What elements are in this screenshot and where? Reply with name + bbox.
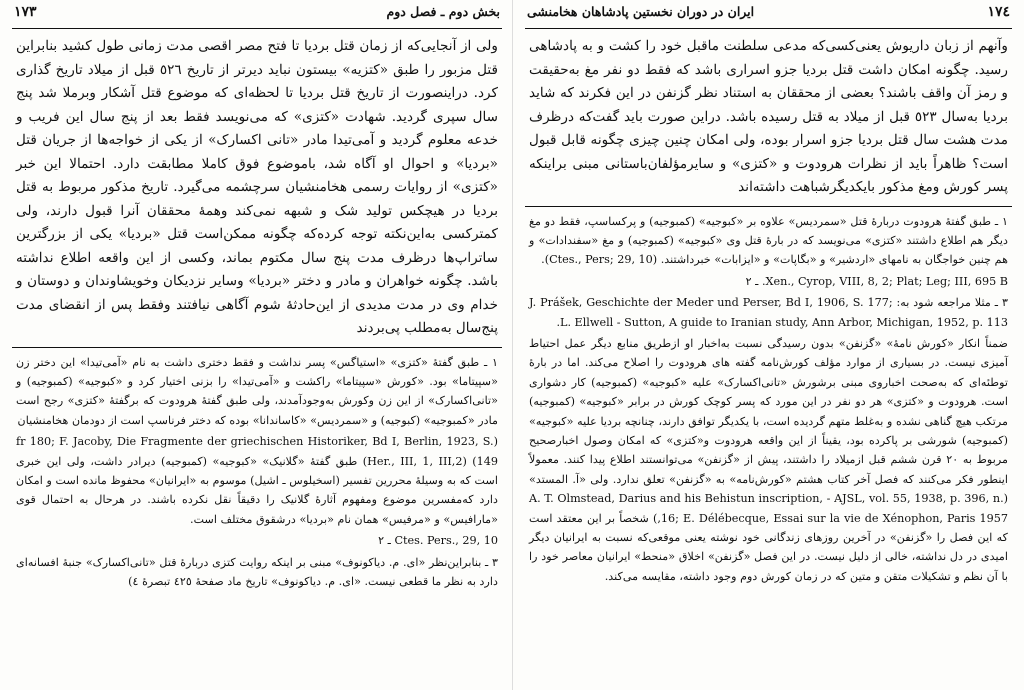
right-footnotes bbox=[525, 212, 1012, 587]
left-footnote-1: ١ ـ طبق گفتهٔ «کتزی» «استیاگس» پسر نداشت و فقط دختری داشت به نام «آمی‌تیدا» این دختر زن «سپیتاما» بود. «کورش «سپیتاما» راکشت و «آمی‌تیدا» را بزنی اختیار کرد و «کبوجیه» (کمبوجیه) و «تانی‌اکسارک» از این زن وکورش به‌وجودآمدند، ولی طبق گفتهٔ هرودوت که برگفتهٔ «کتزی» رجح است مادر «کمبوجیه» (کبوجیه) و «سمردیس» «کاساندانا» بوده که دختر فرناسپ است از دودمان هخامنشیان bbox=[16, 355, 498, 427]
left-footnote-divider bbox=[12, 347, 502, 348]
left-footnotes bbox=[12, 353, 502, 592]
right-footnote-1: ١ ـ طبق گفتهٔ هرودوت دربارهٔ قتل «سمردیس» علاوه بر «کبوجیه» (کمبوجیه) و پرکساسپ، فقط دو مغ دیگر هم اطلاع داشتند «کتزی» می‌نویسد که در بارهٔ قتل وی «کبوجیه» (کمبوجیه) و مغ «سفندادات» و هم چنین خواجگان به نامهای «اردشیر» و «بگاپات» و «ایزابات» خبرداشتند. (Ctes., Pers; 29, 10). bbox=[529, 214, 1008, 267]
right-page-header bbox=[525, 4, 1012, 29]
left-main-text: ولی از آنجایی‌که از زمان قتل بردیا تا فتح مصر اقصی مدت زمانی طول کشید بنابراین قتل مزبور را طبق «کتزیه» بیستون نباید دیرتر از تاریخ ٥٢٦ قبل از میلاد تاریخ گذاری کرد. دراینصورت از تاریخ قتل بردیا تا لحظه‌ای که موضوع قتل آشکار وبرملا شد پنج سال سپری گردید. شهادت «کتزی» که می‌نویسد فقط بعد از پنج سال این فریب و خدعه معلوم گردید و آمی‌تیدا مادر «تانی اکسارک» از یکی از خواجه‌ها از جریان قتل «بردیا» و احوال او آگاه شد، باموضوع فوق کاملا مطابقت دارد. احتمالا این خبر «کتزی» از روایات رسمی هخامنشیان سرچشمه می‌گیرد. تاریخ مذکور مربوط به قتل بردیا در هیچکس تولید شک و شبهه نمی‌کند وهمهٔ محققان آنرا قبول دارند، ولی کمترکسی به‌این‌نکته توجه کرده‌که چگونه ممکن‌است قتل «بردیا» یکی از بزرگترین ساتراپ‌ها درظرف مدت پنج سال مکتوم بماند، وکسی از این واقعه اطلاع نداشته باشد. چگونه خواهران و مادر و دختر «بردیا» وسایر نزدیکان وخویشاوندان و دوستان و خدام وی در مدت مدیدی از این‌حادثهٔ شوم آگاهی نیافتند وفقط پس از انقضای مدت پنج‌سال به‌مطلب پی‌بردند bbox=[16, 38, 498, 336]
right-page-running-title: ایران در دوران نخستین پادشاهان هخامنشی bbox=[527, 4, 755, 19]
right-main-text: وآنهم از زبان داریوش یعنی‌کسی‌که مدعی سلطنت ماقبل خود را کشت و به پادشاهی رسید. چگونه امکان داشت قتل بردیا جزو اسراری باشد که فقط دو نفر مغ به‌حقیقت و رمز آن واقف باشند؟ بعضی از محققان به استناد نظر گزنفن در این فکرند که شاید بردیا به‌سال ٥٢٣ قبل از میلاد به قتل رسیده باشد. دراین صورت باید گفت‌که درظرف مدت هشت سال قتل بردیا جزو اسرار بوده، ولی امکان چنین چیزی چگونه قابل قبول است؟ ظاهراً باید از نظرات هرودوت و «کتزی» و سایرمؤلفان‌باستانی مبنی براینکه پسر کورش ومغ مذکور بایکدیگرشباهت داشته‌اند bbox=[529, 38, 1008, 195]
left-page-running-title: بخش دوم ـ فصل دوم bbox=[386, 4, 500, 19]
left-page-number: ١٧٣ bbox=[14, 4, 37, 20]
right-footnote-3-cont: ضمناً انکار «کورش نامهٔ» «گزنفن» بدون رسیدگی نسبت به‌اخبار او ازطریق منابع دیگر عمل احتیاط آمیزی نیست. در بسیاری از موارد مؤلف کورش‌نامه گفته های هرودوت را اصلاح می‌کند. اما در بارهٔ توطئه‌ای که به‌صحت اخباروی مبنی برشورش «تانی‌اکسارک» علیه «کبوجیه» (کمبوجیه) کار دشواری است. هرودوت و «کتزی» هر دو نفر در این مورد که پسر کوچک کورش در برابر «کبوجیه» (کمبوجیه) مرتکب هیچ گناهی نشده و به‌غلط متهم گردیده است، با یکدیگر توافق دارند، چنانچه بردیا علیه «کبوجیه» (کمبوجیه) شورشی بر پاکرده بود، یقیناً از این واقعه هرودوت و«کتزی» که امکان وصول اخبارصحیح مربوط به ٢٠ قرن ششم قبل ازمیلاد را داشتند، پیش از «گزنفن» می‌توانستند اطلاع پیدا کنند. معمولاً اینطور فکر می‌کنند که فصل آخر کتاب هشتم «کورش‌نامه» به «گزنفن» تعلق ندارد. ولی «آ. المستد» (A. T. Olmstead, Darius and his Behistun inscription, - AJSL, vol. 55, 1938, p. 396, n. 16; E. Délébecque, Essai sur la vie de Xénophon, Paris 1957,) شخصاً بر این معتقد است که این فصل را «گزنفن» در آخرین روزهای زندگانی خود نوشته یعنی موقعی‌که نسبت به ایرانیان دیگر امیدی در دل نداشته، خالی از دلیل نیست. در این فصل «گزنفن» اخلاق «منحط» ایرانیان معاصر خود را با آن نظم و تشکیلات متقن و متین که در زمان کورش دوم وجود داشته، مقایسه می‌کند. bbox=[529, 336, 1008, 583]
left-page-header bbox=[12, 4, 502, 29]
right-footnote-2: Xen., Cyrop, VIII, 8, 2; Plat; Leg; III, 695 B. ـ ٢ bbox=[745, 274, 1008, 288]
left-footnote-3: ٣ ـ بنابراین‌نظر «ای. م. دیاکونوف» مبنی بر اینکه روایت کتزی دربارهٔ قتل «تانی‌اکسارک» جنبهٔ افسانه‌ای دارد به نظر ما قطعی نیست. «ای. م. دیاکونوف» تاریخ ماد صفحهٔ ٤٢٥ تبصرهٔ ٤) bbox=[16, 555, 498, 588]
right-footnote-divider bbox=[525, 206, 1012, 207]
left-footnote-2: Ctes. Pers., 29, 10 ـ ٢ bbox=[378, 534, 498, 548]
right-page bbox=[512, 0, 1024, 690]
right-page-number: ١٧٤ bbox=[987, 4, 1010, 20]
left-footnote-1-cont: (fr 180; F. Jacoby, Die Fragmente der griechischen Historiker, Bd I, Berlin, 1923, S. 149) (Her., III, 1, III,2) طبق گفتهٔ «گلانیک» «کبوجیه» (کمبوجیه) دیرادر داشت، ولی این خبری است که به وسیلهٔ محررین تفسیر (اسخیلوس ـ اشیل) موسوم به «ایرانیان» محفوظ مانده است و امکان دارد که‌مفسرین موضوع ومفهوم آثارهٔ گلانیک را دقیقاً نقل نکرده باشند. در هرحال به احتمال قوی «مارافیس» و «مرفیس» همان نام «بردیا» درشقوق مختلف است. bbox=[16, 435, 498, 526]
right-footnote-3: ٣ ـ مثلا مراجعه شود به: J. Prášek, Geschichte der Meder und Perser, Bd I, 1906, S. 177; L. Ellwell - Sutton, A guide to Iranian study, Ann Arbor, Michigan, 1952, p. 113. bbox=[529, 296, 1008, 329]
